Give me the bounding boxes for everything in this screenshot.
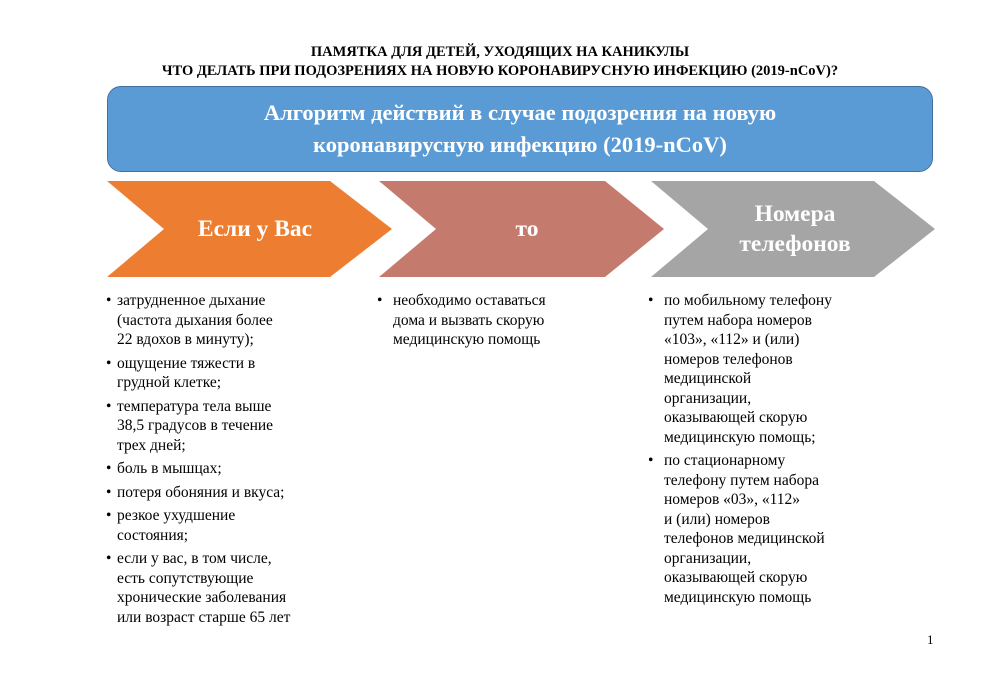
list-item-line: «103», «112» и (или) bbox=[664, 331, 800, 348]
list-item bbox=[106, 549, 346, 627]
list-item-line: оказывающей скорую bbox=[664, 569, 808, 586]
chevron-label-phone-numbers bbox=[700, 181, 890, 277]
list-item-line: по стационарному bbox=[664, 452, 786, 469]
list-item-line: необходимо оставаться bbox=[393, 292, 546, 309]
bullet-icon: • bbox=[106, 354, 112, 372]
chevron-label-if-you-have bbox=[160, 181, 350, 277]
banner-line1: Алгоритм действий в случае подозрения на новую bbox=[263, 100, 777, 125]
list-item-line: медицинскую помощь bbox=[393, 331, 541, 348]
chevron-text: Если у Вас bbox=[197, 216, 313, 242]
bullet-list bbox=[648, 291, 908, 607]
list-item-line: дома и вызвать скорую bbox=[393, 311, 545, 329]
list-item-line: организации, bbox=[664, 549, 752, 567]
list-item bbox=[106, 483, 346, 503]
chevron-text: Номера bbox=[754, 201, 836, 227]
header-title-line1: ПАМЯТКА ДЛЯ ДЕТЕЙ, УХОДЯЩИХ НА КАНИКУЛЫ bbox=[310, 44, 690, 60]
list-item-line: телефонов медицинской bbox=[664, 530, 825, 547]
list-item-line: оказывающей скорую bbox=[664, 409, 808, 426]
bullet-icon: • bbox=[106, 460, 112, 477]
bullet-icon: • bbox=[106, 397, 112, 415]
list-item-line: по мобильному телефону bbox=[664, 292, 832, 309]
page-number: 1 bbox=[927, 632, 934, 647]
list-item-line: или возраст старше 65 лет bbox=[117, 608, 291, 626]
chevron-text: телефонов bbox=[739, 231, 851, 257]
list-item-line: телефону путем набора bbox=[664, 471, 819, 489]
list-item-line: есть сопутствующие bbox=[117, 569, 254, 587]
list-item-line: (частота дыхания более bbox=[117, 311, 273, 329]
list-item bbox=[106, 397, 346, 456]
header-title-line2: ЧТО ДЕЛАТЬ ПРИ ПОДОЗРЕНИЯХ НА НОВУЮ КОРОНАВИРУСНУЮ ИНФЕКЦИЮ (2019-nCoV)? bbox=[161, 63, 839, 79]
bullet-icon: • bbox=[106, 507, 112, 524]
chevron-label-then bbox=[432, 181, 622, 277]
list-item bbox=[106, 354, 346, 393]
list-item-line: путем набора номеров bbox=[664, 311, 812, 329]
list-item-line: медицинскую помощь; bbox=[664, 428, 816, 446]
symptoms-list bbox=[106, 291, 346, 631]
bullet-icon: • bbox=[106, 550, 112, 567]
list-item-line: боль в мышцах; bbox=[117, 460, 222, 477]
list-item-line: затрудненное дыхание bbox=[117, 292, 266, 309]
bullet-icon: • bbox=[648, 452, 654, 469]
list-item bbox=[377, 291, 617, 350]
chevron-text: то bbox=[515, 216, 539, 242]
list-item-line: состояния; bbox=[117, 526, 189, 544]
list-item-line: медицинскую помощь bbox=[664, 588, 812, 606]
list-item-line: хронические заболевания bbox=[117, 589, 287, 606]
list-item-line: резкое ухудшение bbox=[117, 507, 236, 524]
actions-list bbox=[377, 291, 617, 354]
bullet-icon: • bbox=[377, 292, 383, 309]
list-item-line: если у вас, в том числе, bbox=[117, 550, 272, 567]
list-item-line: потеря обоняния и вкуса; bbox=[117, 483, 285, 501]
list-item-line: трех дней; bbox=[117, 436, 186, 454]
list-item-line: номеров «03», «112» bbox=[664, 491, 801, 508]
list-item-line: номеров телефонов bbox=[664, 350, 793, 368]
list-item-line: 22 вдохов в минуту); bbox=[117, 331, 254, 348]
list-item bbox=[648, 451, 908, 607]
list-item-line: ощущение тяжести в bbox=[117, 354, 256, 372]
bullet-icon: • bbox=[106, 292, 112, 309]
bullet-list bbox=[377, 291, 617, 350]
list-item-line: температура тела выше bbox=[117, 397, 272, 415]
list-item-line: 38,5 градусов в течение bbox=[117, 417, 274, 434]
bullet-icon: • bbox=[648, 292, 654, 309]
list-item bbox=[106, 291, 346, 350]
list-item-line: и (или) номеров bbox=[664, 510, 770, 528]
list-item-line: грудной клетке; bbox=[117, 374, 222, 391]
phones-list bbox=[648, 291, 908, 611]
bullet-list bbox=[106, 291, 346, 627]
list-item bbox=[106, 459, 346, 479]
list-item bbox=[106, 506, 346, 545]
list-item bbox=[648, 291, 908, 447]
banner-line2: коронавирусную инфекцию (2019-nCoV) bbox=[313, 132, 727, 157]
list-item-line: организации, bbox=[664, 389, 752, 407]
list-item-line: медицинской bbox=[664, 370, 752, 387]
bullet-icon: • bbox=[106, 483, 112, 501]
